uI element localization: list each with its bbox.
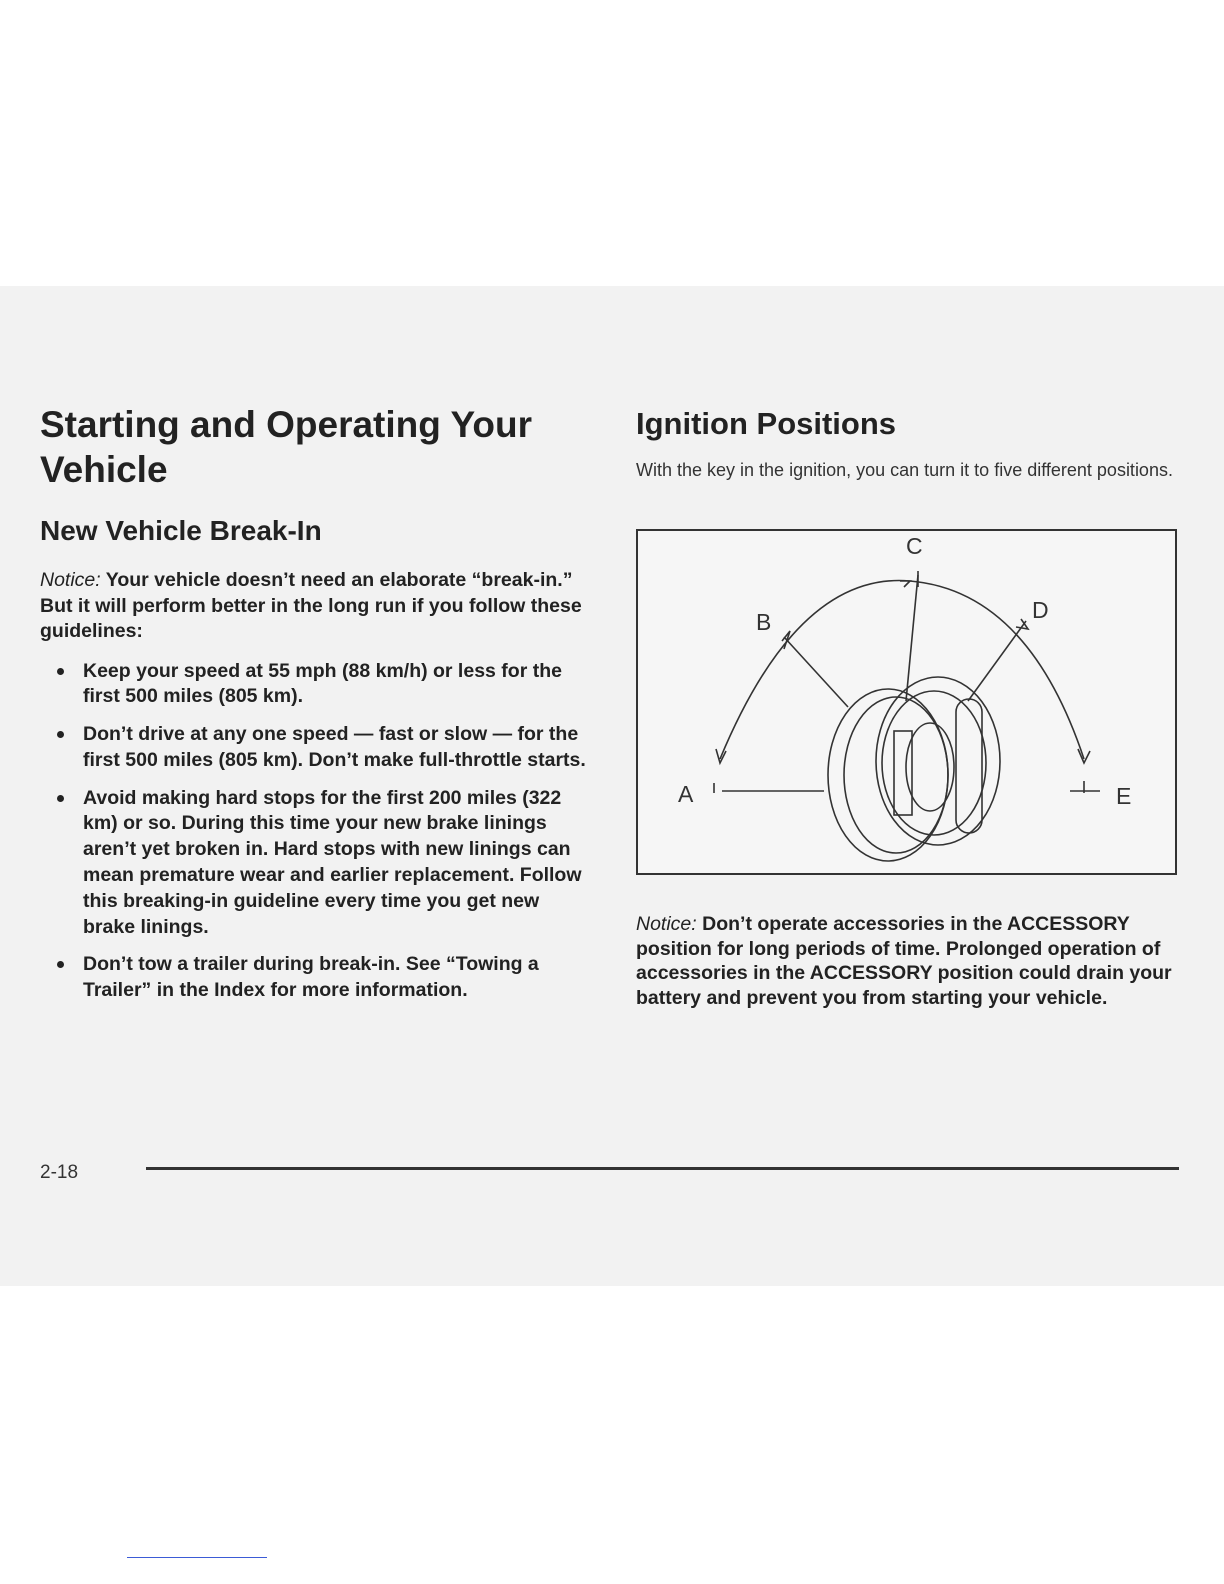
section-title: New Vehicle Break-In — [40, 515, 322, 546]
position-label-a: A — [678, 781, 694, 807]
ignition-intro: With the key in the ignition, you can turn it to five different positions. — [636, 460, 1173, 480]
list-item — [40, 722, 595, 774]
right-column — [636, 402, 1181, 482]
page-title: Starting and Operating Your Vehicle — [40, 404, 533, 490]
list-item — [40, 659, 595, 711]
rotation-arc — [720, 580, 1084, 759]
left-column — [40, 402, 595, 1016]
bullet-icon — [57, 731, 64, 738]
bullet-icon — [57, 668, 64, 675]
list-item-text: Keep your speed at 55 mph (88 km/h) or less for the first 500 miles (805 km). — [83, 659, 562, 708]
notice-label: Notice: — [636, 913, 697, 935]
ignition-switch-icon — [638, 531, 1175, 873]
ignition-title: Ignition Positions — [636, 406, 897, 441]
position-label-b: B — [756, 609, 772, 635]
list-item — [40, 952, 595, 1004]
page-number: 2-18 — [40, 1162, 79, 1183]
bullet-icon — [57, 961, 64, 968]
link-underline — [127, 1557, 267, 1558]
position-label-c: C — [906, 533, 923, 559]
list-item-text: Avoid making hard stops for the first 200 miles (322 km) or so. During this time your new brake linings aren’t yet broken in. Hard stops with new linings can mean premature wear and earlier replacement. Follow this breaking-in guideline every time you get new brake linings. — [83, 786, 582, 938]
position-label-d: D — [1032, 597, 1049, 623]
bullet-icon — [57, 795, 64, 802]
list-item-text: Don’t drive at any one speed — fast or slow — for the first 500 miles (805 km). Don’t make full-throttle starts. — [83, 723, 586, 771]
list-item-text: Don’t tow a trailer during break-in. See “Towing a Trailer” in the Index for more information. — [83, 953, 539, 1002]
footer-divider — [146, 1167, 1179, 1170]
accessory-notice — [636, 912, 1181, 1010]
guideline-list — [40, 659, 595, 1005]
notice-text: Your vehicle doesn’t need an elaborate “break-in.” But it will perform better in the long run if you follow these guidelines: — [40, 569, 582, 642]
notice-text: Don’t operate accessories in the ACCESSORY position for long periods of time. Prolonged operation of accessories in the ACCESSORY position could drain your battery and prevent you from starting your vehicle. — [636, 913, 1172, 1009]
break-in-notice — [40, 568, 595, 645]
notice-label: Notice: — [40, 569, 101, 591]
ignition-diagram — [636, 529, 1177, 875]
list-item — [40, 786, 595, 941]
position-label-e: E — [1116, 783, 1132, 809]
